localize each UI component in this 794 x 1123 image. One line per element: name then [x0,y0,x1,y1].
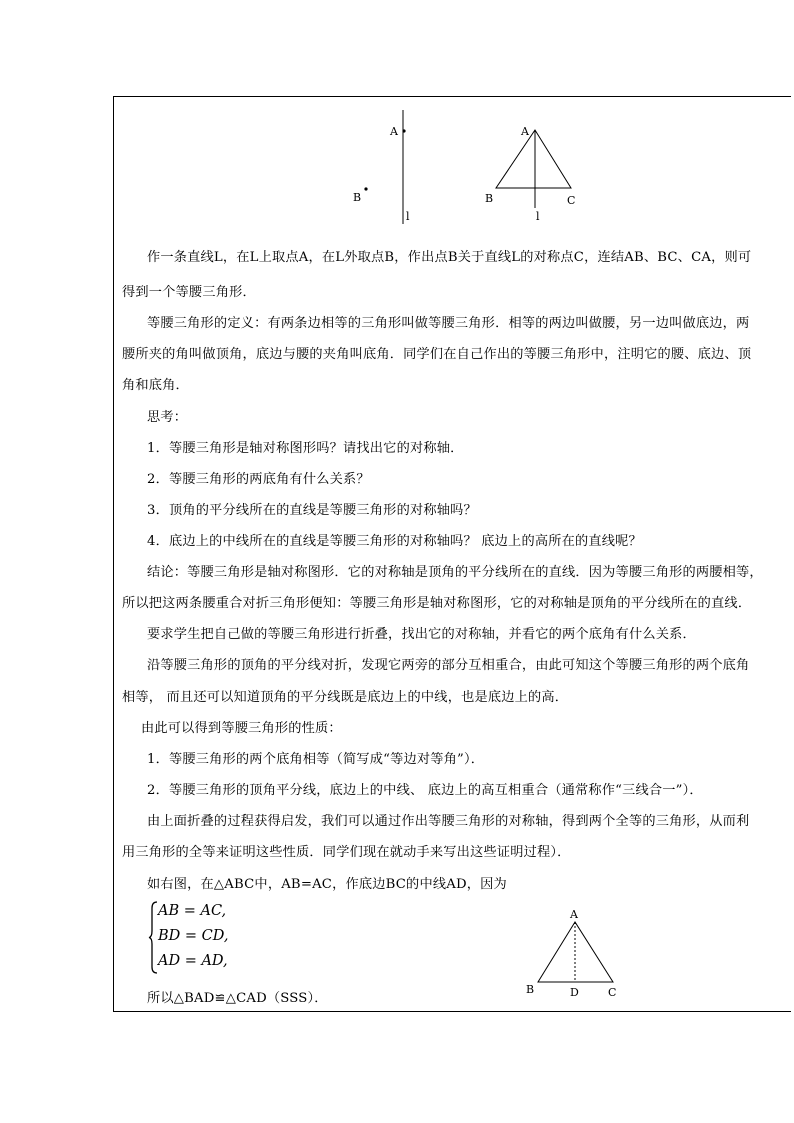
text-line: 由上面折叠的过程获得启发，我们可以通过作出等腰三角形的对称轴，得到两个全等的三角形，从而利 [147,814,750,829]
text-line: 所以把这两条腰重合对折三角形便知：等腰三角形是轴对称图形，它的对称轴是顶角的平分线所在的直线． [122,596,752,611]
text-line: 角和底角． [122,378,189,393]
text-line: 2．等腰三角形的顶角平分线，底边上的中线、 底边上的高互相重合（通常称作“三线合一”）． [147,783,703,798]
triangle-abc-median-figure [520,905,630,1000]
equation-line: AB = AC, [158,903,227,919]
equation-system [148,900,278,975]
label-a: A [570,908,578,921]
label-b: B [526,983,535,996]
conclusion-line: 所以△BAD≌△CAD（SSS）． [147,991,328,1006]
text-line: 2．等腰三角形的两底角有什么关系？ [147,472,370,487]
text-line: 由此可以得到等腰三角形的性质： [141,721,342,736]
symmetry-construction-figure [340,108,600,226]
text-line: 4．底边上的中线所在的直线是等腰三角形的对称轴吗？ 底边上的高所在的直线呢？ [147,534,642,549]
text-line: 如右图，在△ABC中，AB=AC，作底边BC的中线AD，因为 [147,877,507,892]
text-line: 结论：等腰三角形是轴对称图形．它的对称轴是顶角的平分线所在的直线．因为等腰三角形的两腰相等， [147,565,763,580]
triangle-abc [496,130,571,188]
text-line: 作一条直线L，在L上取点A，在L外取点B，作出点B关于直线L的对称点C，连结AB、BC、CA，则可 [147,250,752,265]
equation-line: BD = CD, [158,928,229,944]
label-l: l [406,210,410,223]
text-line: 腰所夹的角叫做顶角，底边与腰的夹角叫底角．同学们在自己作出的等腰三角形中，注明它的腰、底边、顶 [122,347,752,362]
text-line: 用三角形的全等来证明这些性质．同学们现在就动手来写出这些证明过程）． [122,845,571,860]
label-a: A [390,125,398,138]
text-line: 沿等腰三角形的顶角的平分线对折，发现它两旁的部分互相重合，由此可知这个等腰三角形的两个底角 [147,658,750,673]
label-a-2: A [521,125,529,138]
label-c-2: C [567,194,576,207]
point-a-dot [402,129,405,132]
text-line: 1．等腰三角形是轴对称图形吗？请找出它的对称轴． [147,441,464,456]
equation-line: AD = AD, [158,953,228,969]
label-b: B [353,191,362,204]
text-line: 1．等腰三角形的两个底角相等（简写成“等边对等角”）． [147,752,485,767]
text-line: 得到一个等腰三角形． [122,285,256,300]
label-l-2: l [536,210,540,223]
label-c: C [608,986,617,999]
left-brace-icon [148,900,158,975]
text-line: 要求学生把自己做的等腰三角形进行折叠，找出它的对称轴，并看它的两个底角有什么关系． [147,627,696,642]
text-line: 相等， 而且还可以知道顶角的平分线既是底边上的中线，也是底边上的高． [122,690,569,705]
text-line: 思考： [147,410,188,425]
label-b-2: B [485,192,494,205]
label-d: D [570,986,579,999]
point-b-dot [364,187,367,190]
text-line: 等腰三角形的定义：有两条边相等的三角形叫做等腰三角形．相等的两边叫做腰，另一边叫做底边，两 [147,316,750,331]
text-line: 3．顶角的平分线所在的直线是等腰三角形的对称轴吗？ [147,503,477,518]
